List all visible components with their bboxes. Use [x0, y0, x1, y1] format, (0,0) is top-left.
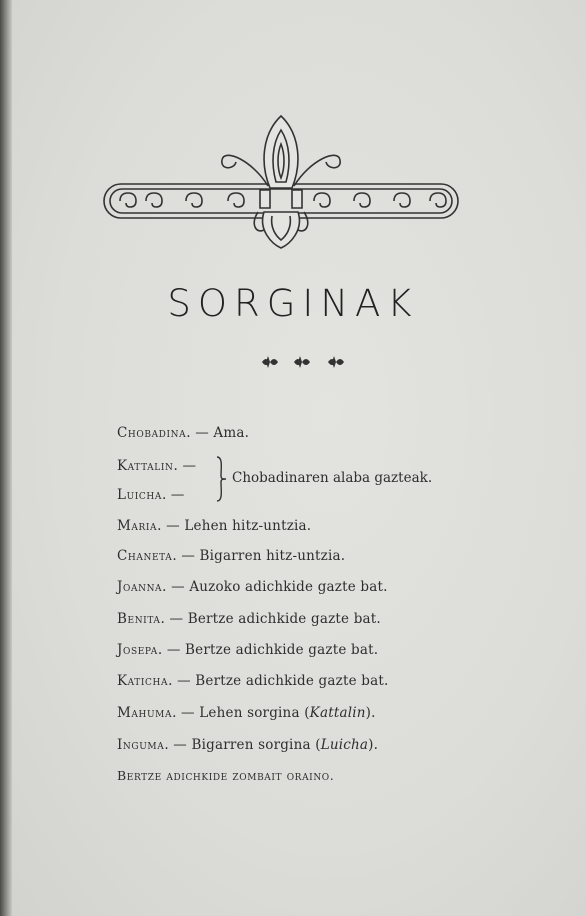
separator: . — [172, 705, 195, 721]
character-role: Auzoko adichkide gazte bat. [189, 579, 388, 595]
cast-entry-maria [117, 518, 311, 534]
character-role: Lehen sorgina ( [199, 705, 310, 721]
cast-entry-benita [117, 611, 381, 627]
character-name: Chobadina [117, 425, 187, 441]
cast-entry-chaneta [117, 548, 345, 564]
cast-entry-inguma [117, 737, 378, 753]
cast-entry-kattalin [117, 458, 196, 474]
character-role-italic: Luicha [320, 737, 369, 753]
character-role: Bertze adichkide gazte bat. [187, 611, 381, 627]
character-name: Kattalin [117, 458, 174, 474]
separator: . — [186, 425, 209, 441]
character-name: Benita [117, 611, 161, 627]
book-spine [0, 0, 12, 916]
separator: . — [164, 737, 187, 753]
character-role-end: ). [368, 737, 379, 753]
cast-entry-mahuma [117, 705, 376, 721]
separator: . — [162, 579, 185, 595]
cast-entry-josepa [117, 642, 378, 658]
fleuron-divider [258, 354, 352, 370]
character-role: Bertze adichkide gazte bat. [185, 642, 379, 658]
separator: . — [173, 458, 197, 474]
cast-entry-katicha [117, 673, 388, 689]
separator: . — [157, 642, 181, 658]
character-name: Katicha [117, 673, 169, 689]
separator: . — [168, 673, 191, 689]
character-role-italic: Kattalin [309, 705, 366, 721]
character-name: Maria [117, 518, 158, 534]
footer-line: Bertze adichkide zombait oraino. [117, 768, 335, 783]
separator: . — [172, 548, 196, 564]
separator: . — [161, 487, 185, 503]
character-name: Inguma [117, 737, 165, 753]
character-name: Luicha [117, 487, 162, 503]
character-name: Mahuma [117, 705, 173, 721]
separator: . — [157, 518, 180, 534]
character-role: Bigarren sorgina ( [191, 737, 321, 753]
character-role: Lehen hitz-untzia. [184, 518, 312, 534]
character-role: Bigarren hitz-untzia. [199, 548, 346, 564]
ornamental-headpiece [100, 112, 462, 252]
character-role: Ama. [213, 425, 250, 441]
separator: . — [160, 611, 184, 627]
character-name: Joanna [117, 579, 163, 595]
cast-entry-joanna [117, 579, 388, 595]
character-role-end: ). [365, 705, 376, 721]
character-name: Josepa [117, 642, 158, 658]
page-title: SORGINAK [167, 282, 419, 325]
cast-entry-chobadina [117, 425, 249, 441]
cast-entry-luicha [117, 487, 185, 503]
curly-brace [214, 456, 228, 502]
character-name: Chaneta [117, 548, 173, 564]
character-role: Bertze adichkide gazte bat. [195, 673, 389, 689]
shared-role: Chobadinaren alaba gazteak. [232, 470, 433, 486]
